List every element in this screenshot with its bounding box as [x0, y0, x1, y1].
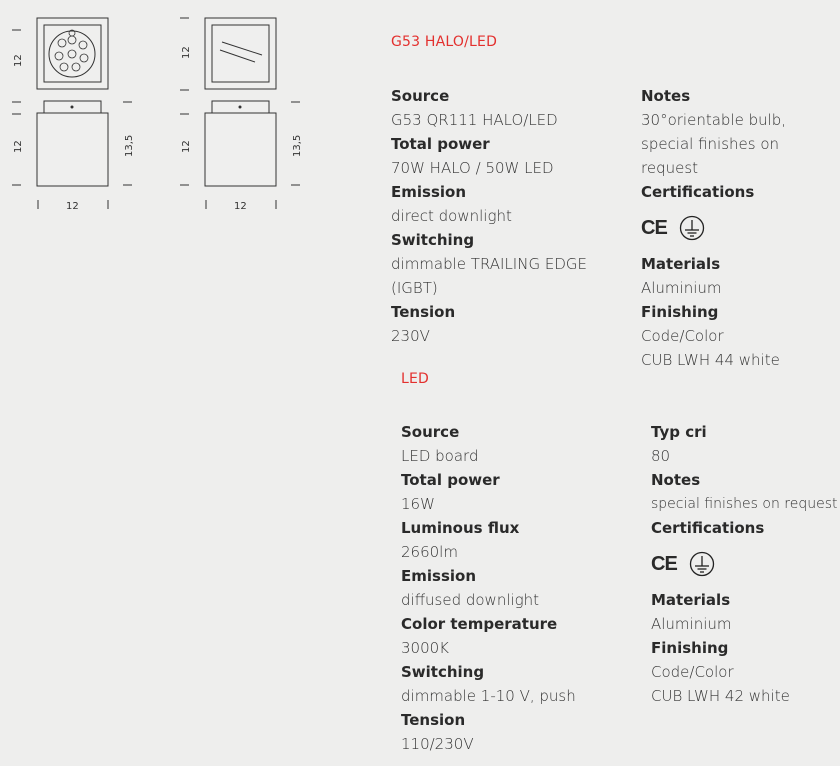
led-side-view: [37, 113, 108, 186]
notes-value: 30°orientable bulb, special finishes on request: [641, 111, 787, 177]
materials-label: Materials: [651, 591, 731, 609]
spec-label: Color temperature: [401, 615, 558, 633]
spec-value: 230V: [391, 327, 430, 345]
led-specs-left: [401, 420, 621, 756]
spec-value: 70W HALO / 50W LED: [391, 159, 554, 177]
materials-label: Materials: [641, 255, 721, 273]
certifications-label: Certifications: [641, 183, 755, 201]
spec-value: diffused downlight: [401, 591, 540, 609]
certifications-label: Certifications: [651, 519, 765, 537]
notes-value: special finishes on request: [651, 496, 838, 512]
dim-side-height: 12: [13, 140, 24, 153]
finishing-label: Finishing: [651, 639, 729, 657]
spec-label: Total power: [401, 471, 500, 489]
spec-label: Switching: [391, 231, 475, 249]
ground-symbol-icon: [679, 215, 705, 241]
spec-label: Total power: [391, 135, 490, 153]
certification-icons: [651, 540, 840, 588]
technical-drawing: [0, 0, 320, 220]
dim-total-height: 13,5: [292, 134, 303, 157]
spec-label: Tension: [391, 303, 456, 321]
spec-label: Luminous flux: [401, 519, 520, 537]
spec-label: Source: [401, 423, 460, 441]
halo-fixture-drawing: [180, 18, 303, 212]
spec-label: Tension: [401, 711, 466, 729]
spec-label: Emission: [391, 183, 466, 201]
spec-value: 3000K: [401, 639, 450, 657]
spec-value: 16W: [401, 495, 435, 513]
certification-icons: [641, 204, 840, 252]
dim-total-height: 13,5: [124, 134, 135, 157]
spec-value: 110/230V: [401, 735, 474, 753]
led-specs-right: [651, 420, 840, 708]
ce-mark-icon: CE: [641, 217, 667, 239]
finishing-head: Code/Color: [651, 663, 734, 681]
materials-value: Aluminium: [641, 279, 722, 297]
dim-width: 12: [66, 201, 79, 212]
section-title-led: LED: [401, 371, 430, 387]
halo-specs-left: [391, 84, 611, 348]
spec-value: direct downlight: [391, 207, 512, 225]
dim-top-height: 12: [181, 46, 192, 59]
notes-label: Notes: [651, 471, 701, 489]
finishing-head: Code/Color: [641, 327, 724, 345]
notes-label: Notes: [641, 87, 691, 105]
spec-label: Source: [391, 87, 450, 105]
finishing-value: CUB LWH 44 white: [641, 351, 780, 369]
led-fixture-drawing: [12, 18, 135, 212]
halo-side-view: [205, 113, 276, 186]
dim-width: 12: [234, 201, 247, 212]
section-title-halo: G53 HALO/LED: [391, 34, 498, 50]
finishing-label: Finishing: [641, 303, 719, 321]
ce-mark-icon: CE: [651, 553, 677, 575]
spec-value: dimmable 1-10 V, push: [401, 687, 576, 705]
spec-value: dimmable TRAILING EDGE (IGBT): [391, 255, 587, 297]
halo-top-view: [205, 18, 276, 89]
spec-value: G53 QR111 HALO/LED: [391, 111, 558, 129]
spec-value: LED board: [401, 447, 479, 465]
dim-top-height: 12: [13, 54, 24, 67]
cri-value: 80: [651, 447, 671, 465]
cri-label: Typ cri: [651, 423, 707, 441]
dim-side-height: 12: [181, 140, 192, 153]
materials-value: Aluminium: [651, 615, 732, 633]
led-top-view: [37, 18, 108, 89]
spec-label: Switching: [401, 663, 485, 681]
halo-specs-right: [641, 84, 840, 372]
finishing-value: CUB LWH 42 white: [651, 687, 790, 705]
spec-value: 2660lm: [401, 543, 458, 561]
spec-label: Emission: [401, 567, 476, 585]
ground-symbol-icon: [689, 551, 715, 577]
